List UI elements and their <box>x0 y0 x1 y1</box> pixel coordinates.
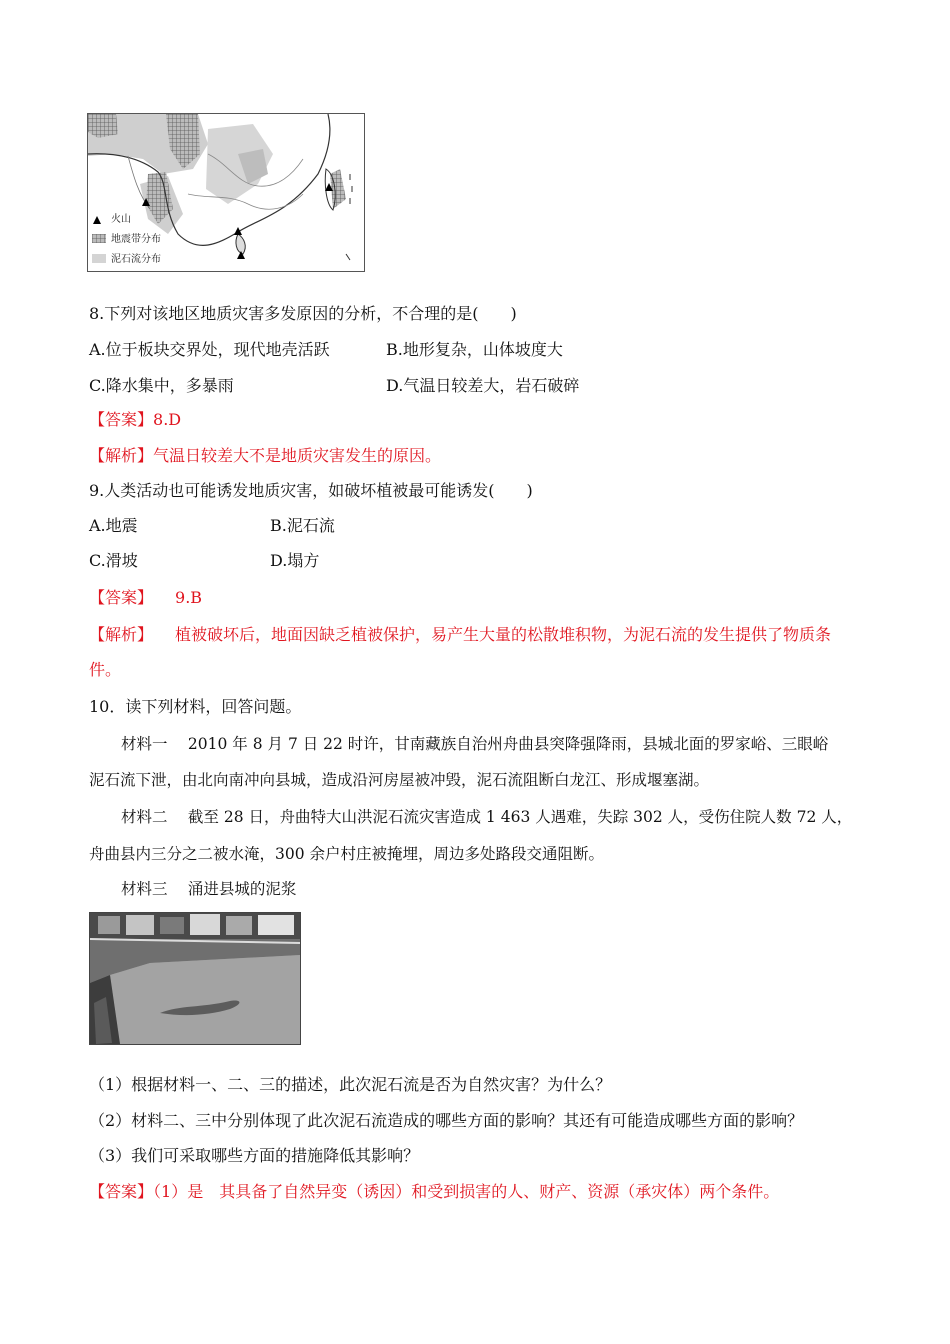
q9-analysis-tag: 【解析】 <box>89 625 154 644</box>
q9-analysis <box>89 625 831 645</box>
q10-subquestion-3: （3）我们可采取哪些方面的措施降低其影响？ <box>89 1146 420 1165</box>
q10-stem: 10．读下列材料，回答问题。 <box>89 697 302 716</box>
legend-earthquake-belt: 地震带分布 <box>111 234 161 245</box>
q8-answer-tag: 【答案】 <box>89 410 154 429</box>
q8-analysis <box>89 446 441 466</box>
q10-answer-text: （1）是 其具备了自然异变（诱因）和受到损害的人、财产、资源（承灾体）两个条件。 <box>153 1182 780 1201</box>
q9-option-d: D.塌方 <box>270 551 320 570</box>
q10-material1-line1: 材料一 2010 年 8 月 7 日 22 时许，甘南藏族自治州舟曲县突降强降雨，县城北面的罗家峪、三眼峪 <box>121 735 829 753</box>
q10-material2-line1: 材料二 截至 28 日，舟曲特大山洪泥石流灾害造成 1 463 人遇难，失踪 302 人，受伤住院人数 72 人， <box>121 808 853 826</box>
q9-option-a: A.地震 <box>89 516 138 535</box>
q10-subquestion-1: （1）根据材料一、二、三的描述，此次泥石流是否为自然灾害？为什么？ <box>89 1075 612 1094</box>
q10-material1-line2: 泥石流下泄，由北向南冲向县城，造成沿河房屋被冲毁，泥石流阻断白龙江、形成堰塞湖。 <box>89 771 710 789</box>
q9-answer-value: 9.B <box>175 588 203 607</box>
q9-answer-tag: 【答案】 <box>89 588 154 607</box>
geohazard-map <box>87 113 365 272</box>
q8-answer-value: 8.D <box>153 410 182 429</box>
q8-option-c: C.降水集中，多暴雨 <box>89 376 234 395</box>
q9-analysis-text: 植被破坏后，地面因缺乏植被保护，易产生大量的松散堆积物，为泥石流的发生提供了物质条 <box>175 625 832 644</box>
q9-option-b: B.泥石流 <box>270 516 335 535</box>
q8-analysis-tag: 【解析】 <box>89 446 154 465</box>
q8-analysis-text: 气温日较差大不是地质灾害发生的原因。 <box>153 446 442 465</box>
q8-stem: 8.下列对该地区地质灾害多发原因的分析，不合理的是( ) <box>89 304 517 323</box>
map-graphic <box>88 114 364 271</box>
q10-material3: 材料三 涌进县城的泥浆 <box>121 880 297 898</box>
q10-material2-line2: 舟曲县内三分之二被水淹，300 余户村庄被掩埋，周边多处路段交通阻断。 <box>89 845 605 863</box>
q9-answer <box>89 588 202 608</box>
q8-option-b: B.地形复杂，山体坡度大 <box>386 340 563 359</box>
q9-option-c: C.滑坡 <box>89 551 138 570</box>
q8-answer <box>89 410 181 430</box>
q9-analysis-cont: 件。 <box>89 660 122 679</box>
legend-debris-flow: 泥石流分布 <box>111 254 161 265</box>
q10-subquestion-2: （2）材料二、三中分别体现了此次泥石流造成的哪些方面的影响？其还有可能造成哪些方面的影响？ <box>89 1111 804 1130</box>
mudflow-photo <box>89 912 301 1045</box>
legend-volcano: 火山 <box>111 214 131 225</box>
q8-option-a: A.位于板块交界处，现代地壳活跃 <box>89 340 330 359</box>
q10-answer-tag: 【答案】 <box>89 1182 154 1201</box>
q9-stem: 9.人类活动也可能诱发地质灾害，如破坏植被最可能诱发( ) <box>89 481 533 500</box>
q8-option-d: D.气温日较差大，岩石破碎 <box>386 376 580 395</box>
q10-answer <box>89 1182 779 1202</box>
mudflow-photo-graphic <box>90 913 300 1044</box>
